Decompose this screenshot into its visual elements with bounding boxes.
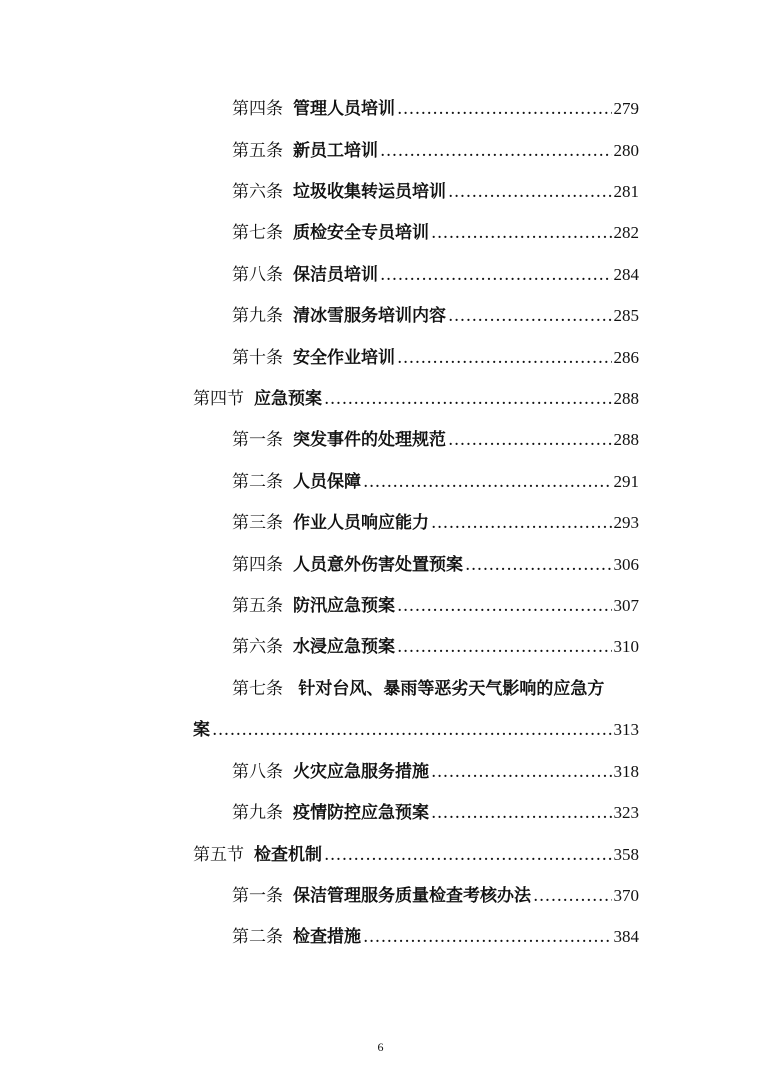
toc-entry[interactable] xyxy=(232,222,639,244)
toc-entry[interactable] xyxy=(232,429,639,451)
toc-entry-page: 306 xyxy=(613,555,639,574)
toc-entry-title: 突发事件的处理规范 xyxy=(293,430,446,450)
toc-entry-title: 作业人员响应能力 xyxy=(293,513,429,533)
toc-entry[interactable] xyxy=(232,512,639,534)
toc-entry-page: 285 xyxy=(613,306,639,325)
toc-entry-number: 第一条 xyxy=(232,886,283,906)
toc-entry[interactable] xyxy=(232,471,639,493)
toc-entry-number: 第三条 xyxy=(232,513,283,533)
toc-entry-title: 清冰雪服务培训内容 xyxy=(293,306,446,326)
toc-leader-dots xyxy=(324,844,612,866)
toc-entry-title: 新员工培训 xyxy=(293,141,378,161)
toc-entry-title: 质检安全专员培训 xyxy=(293,223,429,243)
toc-leader-dots xyxy=(324,388,612,410)
toc-leader-dots xyxy=(397,636,612,658)
toc-entry[interactable] xyxy=(232,761,639,783)
toc-entry[interactable] xyxy=(232,636,639,658)
toc-leader-dots xyxy=(397,595,612,617)
toc-entry-page: 288 xyxy=(613,430,639,449)
toc-entry[interactable] xyxy=(232,926,639,948)
toc-entry-title-continuation: 案 xyxy=(193,720,210,740)
toc-leader-dots xyxy=(431,222,612,244)
toc-leader-dots xyxy=(363,471,612,493)
toc-leader-dots xyxy=(431,512,612,534)
toc-leader-dots xyxy=(448,429,612,451)
toc-entry-number: 第七条 xyxy=(232,223,283,243)
page-number: 6 xyxy=(377,1040,384,1054)
toc-section-page: 358 xyxy=(613,845,639,864)
toc-entry-title: 人员意外伤害处置预案 xyxy=(293,555,463,575)
toc-entry-number: 第八条 xyxy=(232,762,283,782)
toc-section-page: 288 xyxy=(613,389,639,408)
toc-section-number: 第五节 xyxy=(193,845,244,865)
toc-entry-number: 第五条 xyxy=(232,141,283,161)
toc-entry-number: 第十条 xyxy=(232,348,283,368)
toc-entry-title: 垃圾收集转运员培训 xyxy=(293,182,446,202)
toc-entry-number: 第二条 xyxy=(232,927,283,947)
toc-entry-page: 280 xyxy=(613,141,639,160)
toc-entry-page: 286 xyxy=(613,348,639,367)
toc-entry-page: 284 xyxy=(613,265,639,284)
toc-entry-page: 370 xyxy=(613,886,639,905)
toc-entry-title: 疫情防控应急预案 xyxy=(293,803,429,823)
toc-entry-number: 第五条 xyxy=(232,596,283,616)
toc-leader-dots xyxy=(465,554,612,576)
toc-entry-page: 307 xyxy=(613,596,639,615)
toc-section-number: 第四节 xyxy=(193,389,244,409)
toc-leader-dots xyxy=(363,926,612,948)
toc-entry-title: 检查措施 xyxy=(293,927,361,947)
toc-entry[interactable] xyxy=(232,98,639,120)
toc-entry[interactable] xyxy=(232,885,639,907)
toc-entry-number: 第四条 xyxy=(232,99,283,119)
toc-leader-dots xyxy=(212,719,612,741)
toc-entry-number: 第六条 xyxy=(232,182,283,202)
toc-section-title: 检查机制 xyxy=(254,845,322,865)
toc-entry[interactable] xyxy=(232,140,639,162)
toc-section[interactable] xyxy=(193,388,639,410)
toc-leader-dots xyxy=(431,802,612,824)
toc-entry-number: 第二条 xyxy=(232,472,283,492)
toc-entry-number: 第四条 xyxy=(232,555,283,575)
toc-entry-page: 279 xyxy=(613,99,639,118)
toc-entry-page: 384 xyxy=(613,927,639,946)
toc-entry-title: 防汛应急预案 xyxy=(293,596,395,616)
toc-entry[interactable] xyxy=(232,595,639,617)
toc-entry-page: 323 xyxy=(613,803,639,822)
toc-entry-page: 291 xyxy=(613,472,639,491)
toc-entry-page: 282 xyxy=(613,223,639,242)
toc-entry-page: 293 xyxy=(613,513,639,532)
toc-entry[interactable] xyxy=(232,802,639,824)
toc-leader-dots xyxy=(397,98,612,120)
toc-entry-title: 火灾应急服务措施 xyxy=(293,762,429,782)
toc-entry-number: 第一条 xyxy=(232,430,283,450)
toc-entry-page: 281 xyxy=(613,182,639,201)
toc-leader-dots xyxy=(397,347,612,369)
toc-entry[interactable] xyxy=(232,305,639,327)
toc-entry-title: 安全作业培训 xyxy=(293,348,395,368)
toc-entry-title: 保洁员培训 xyxy=(293,265,378,285)
toc-entry[interactable] xyxy=(232,264,639,286)
toc-entry-number: 第六条 xyxy=(232,637,283,657)
toc-entry-title: 保洁管理服务质量检查考核办法 xyxy=(293,886,531,906)
toc-section[interactable] xyxy=(193,844,639,866)
toc-leader-dots xyxy=(380,264,612,286)
toc-leader-dots xyxy=(380,140,612,162)
toc-entry-title: 管理人员培训 xyxy=(293,99,395,119)
toc-entry-title: 人员保障 xyxy=(293,472,361,492)
toc-leader-dots xyxy=(448,305,612,327)
toc-entry-number: 第九条 xyxy=(232,306,283,326)
toc-entry-number: 第七条 xyxy=(232,679,283,699)
toc-entry-number: 第八条 xyxy=(232,265,283,285)
toc-entry-page: 318 xyxy=(613,762,639,781)
toc-entry-number: 第九条 xyxy=(232,803,283,823)
toc-leader-dots xyxy=(448,181,612,203)
toc-leader-dots xyxy=(431,761,612,783)
toc-leader-dots xyxy=(533,885,612,907)
toc-entry-page: 310 xyxy=(613,637,639,656)
toc-entry[interactable] xyxy=(232,181,639,203)
toc-entry-page: 313 xyxy=(613,720,639,739)
toc-entry[interactable] xyxy=(232,347,639,369)
toc-entry-wrapped[interactable] xyxy=(232,678,639,700)
toc-section-title: 应急预案 xyxy=(254,389,322,409)
toc-entry-title: 水浸应急预案 xyxy=(293,637,395,657)
toc-entry[interactable] xyxy=(232,554,639,576)
toc-entry-continuation[interactable] xyxy=(193,719,639,741)
toc-entry-title: 针对台风、暴雨等恶劣天气影响的应急方 xyxy=(298,679,605,699)
